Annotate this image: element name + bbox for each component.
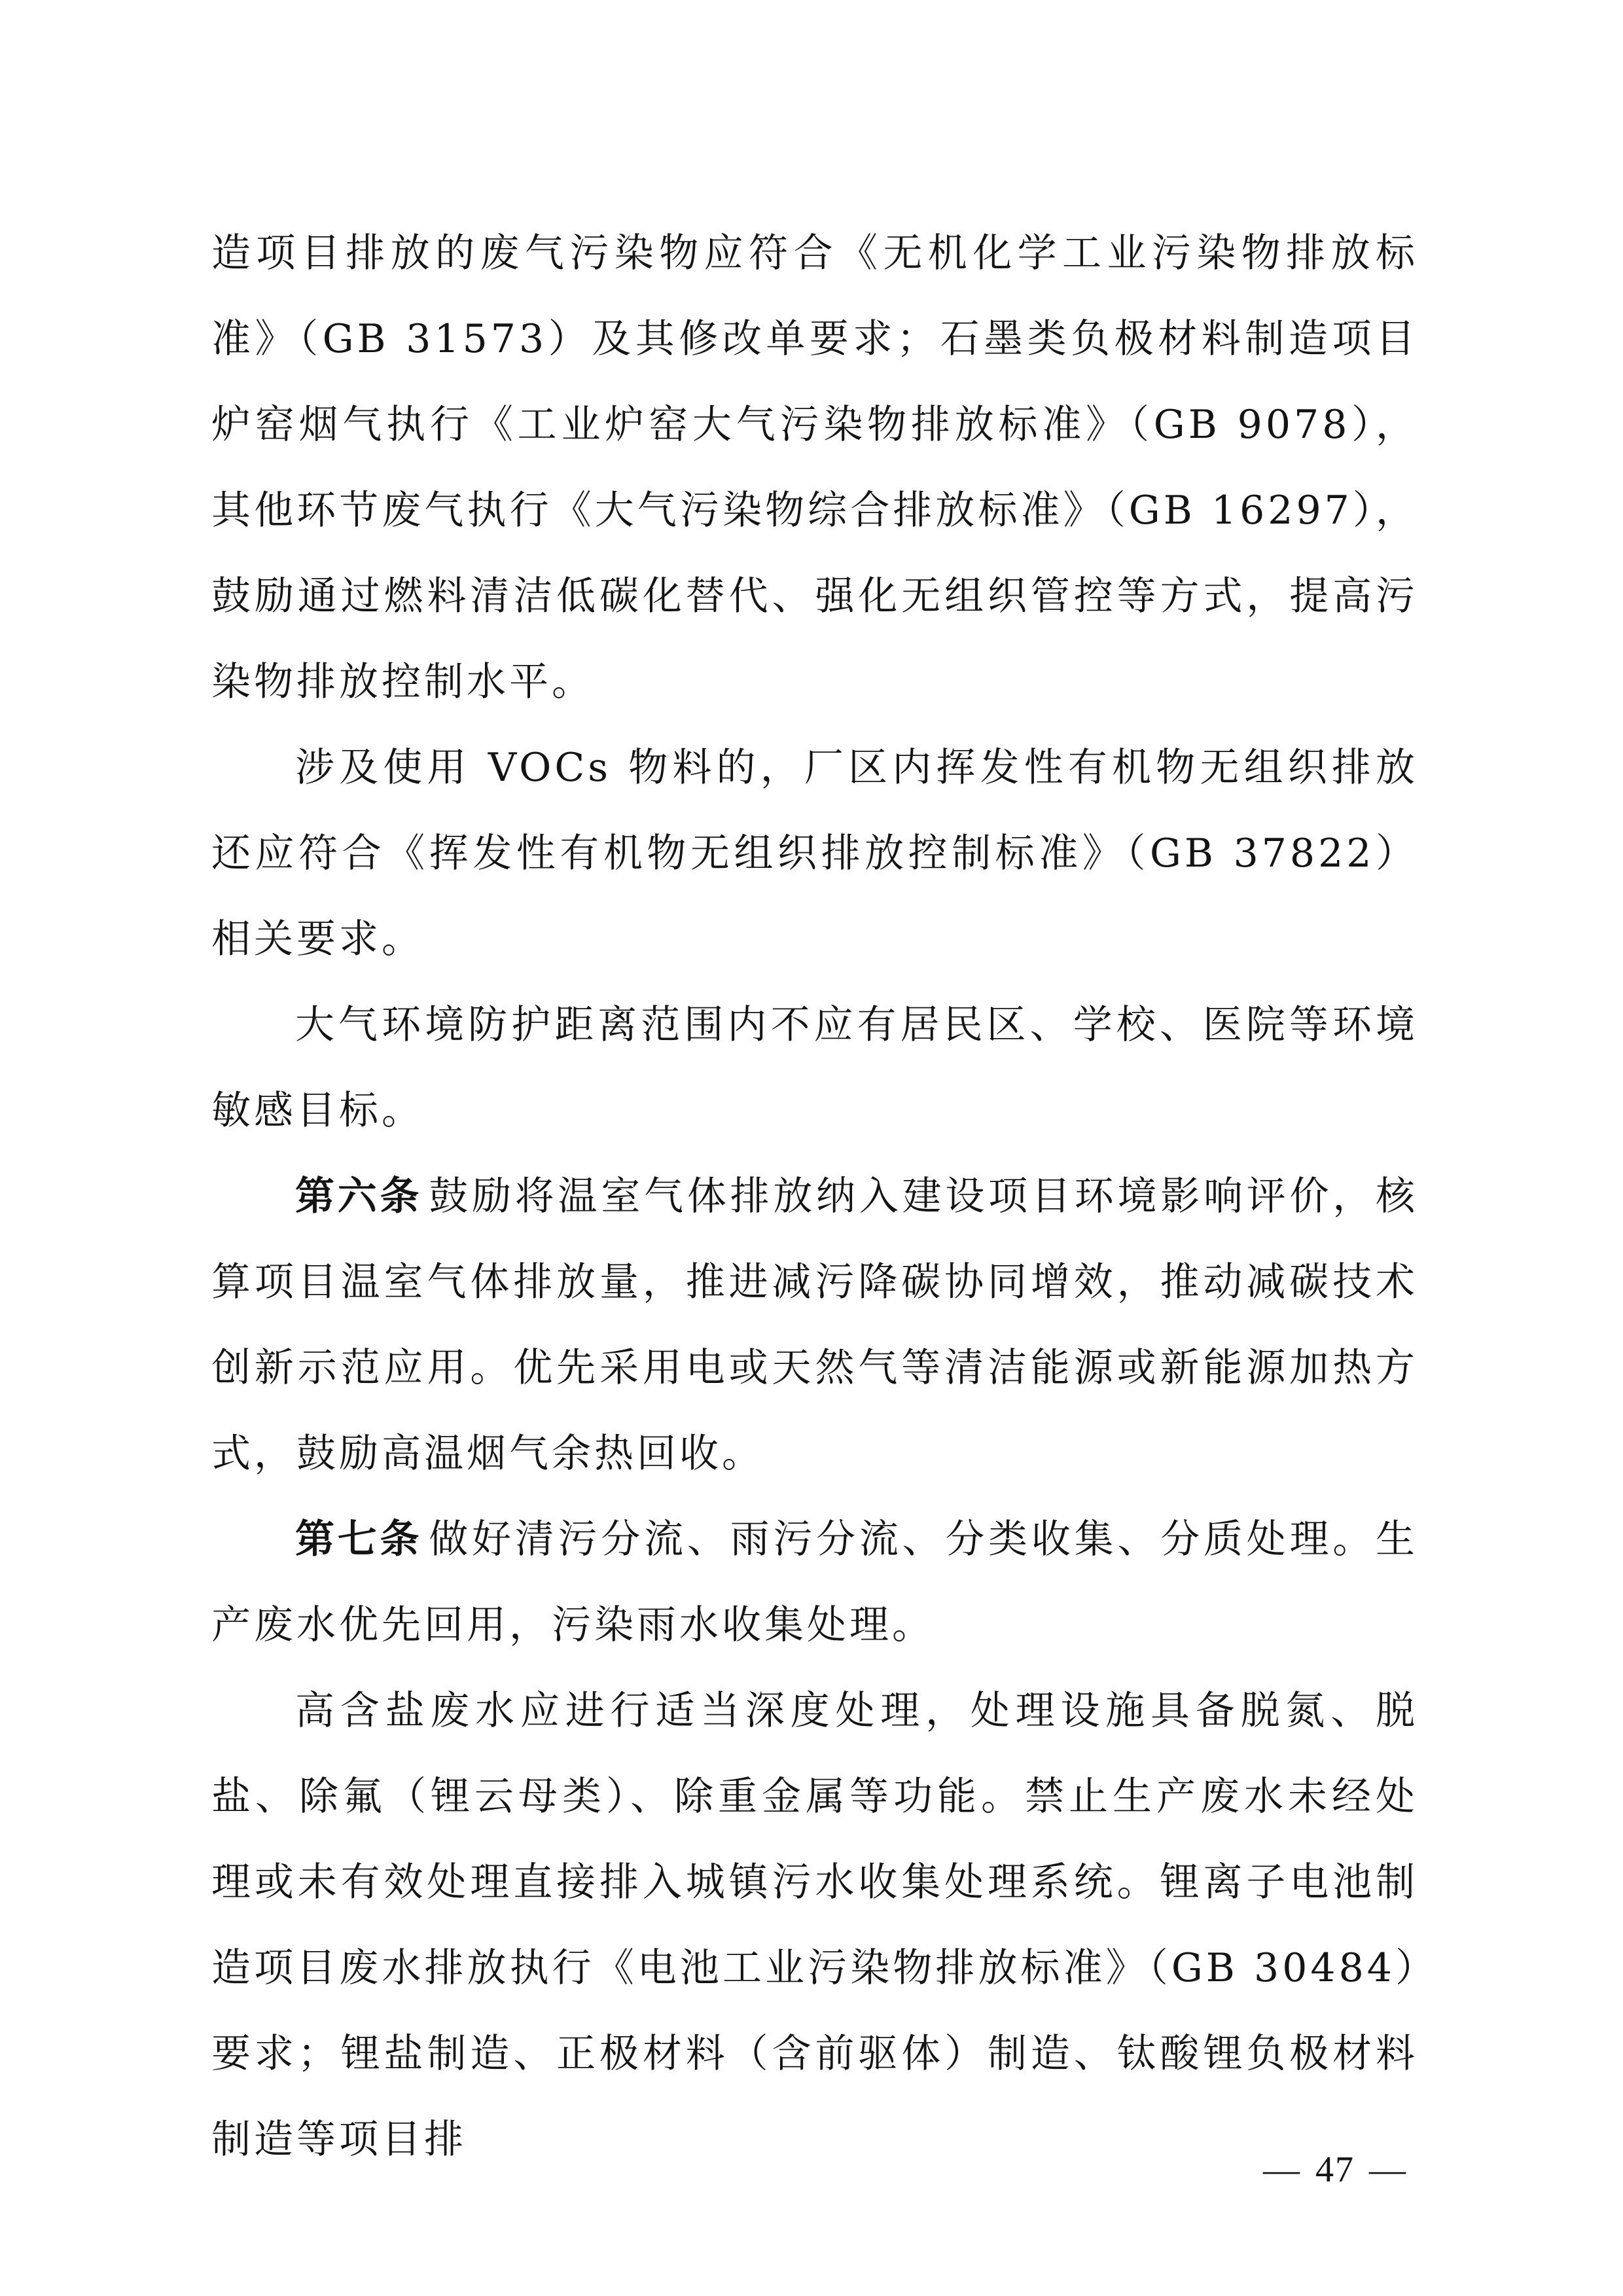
paragraph-emission-standards	[211, 211, 1418, 725]
paragraph-text: 造项目排放的废气污染物应符合《无机化学工业污染物排放标准》（GB 31573）及其修改单要求；石墨类负极材料制造项目炉窑烟气执行《工业炉窑大气污染物排放标准》（GB 9078），其他环节废气执行《大气污染物综合排放标准》（GB 16297），鼓励通过燃料清洁低碳化替代、强化无组织管控等方式，提高污染物排放控制水平。	[211, 230, 1418, 705]
paragraph-protection-distance	[211, 982, 1418, 1154]
paragraph-text: 高含盐废水应进行适当深度处理，处理设施具备脱氮、脱盐、除氟（锂云母类）、除重金属等功能。禁止生产废水未经处理或未有效处理直接排入城镇污水收集处理系统。锂离子电池制造项目废水排放执行《电池工业污染物排放标准》（GB 30484）要求；锂盐制造、正极材料（含前驱体）制造、钛酸锂负极材料制造等项目排	[211, 1688, 1418, 2162]
paragraph-article-7	[211, 1497, 1418, 1668]
page-number-right-dash: —	[1369, 2149, 1407, 2190]
paragraph-text: 大气环境防护距离范围内不应有居民区、学校、医院等环境敏感目标。	[211, 1002, 1418, 1134]
article-label: 第七条	[295, 1516, 423, 1562]
paragraph-text: 做好清污分流、雨污分流、分类收集、分质处理。生产废水优先回用，污染雨水收集处理。	[211, 1516, 1418, 1648]
page-number-left-dash: —	[1263, 2149, 1301, 2190]
paragraph-text: 鼓励将温室气体排放纳入建设项目环境影响评价，核算项目温室气体排放量，推进减污降碳协同增效，推动减碳技术创新示范应用。优先采用电或天然气等清洁能源或新能源加热方式，鼓励高温烟气余热回收。	[211, 1174, 1418, 1477]
page-number	[1243, 2147, 1427, 2193]
article-label: 第六条	[295, 1174, 423, 1219]
paragraph-text: 涉及使用 VOCs 物料的，厂区内挥发性有机物无组织排放还应符合《挥发性有机物无组织排放控制标准》（GB 37822）相关要求。	[211, 745, 1418, 962]
paragraph-article-6	[211, 1154, 1418, 1497]
page-number-value: 47	[1315, 2149, 1355, 2190]
body-text	[211, 211, 1418, 2183]
paragraph-high-salt-wastewater	[211, 1668, 1418, 2183]
paragraph-vocs	[211, 725, 1418, 982]
